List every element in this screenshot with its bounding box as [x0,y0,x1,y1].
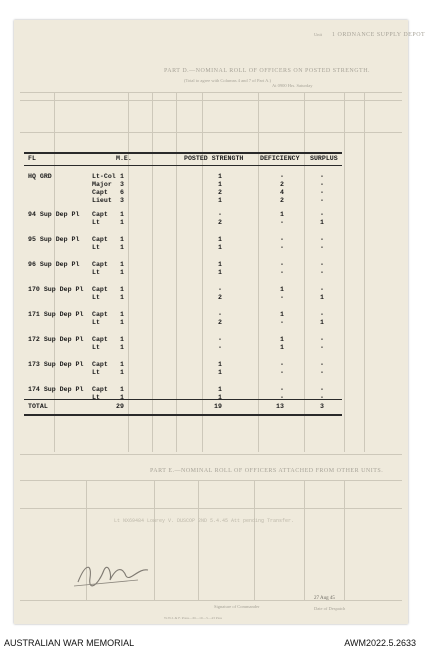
posted-cell: 2 [218,219,222,226]
surplus-cell: 1 [320,219,324,226]
posted-cell: 1 [218,386,222,393]
surplus-cell: - [320,361,324,368]
form-rule [20,600,402,601]
surplus-cell: - [320,173,324,180]
me-cell: 6 [120,189,124,196]
posted-cell: 1 [218,361,222,368]
posted-cell: 2 [218,294,222,301]
date-value: 27 Aug 45 [314,596,335,601]
deficiency-cell: 2 [280,181,284,188]
posted-cell: - [218,311,222,318]
total-surplus: 3 [320,403,324,410]
deficiency-cell: - [280,361,284,368]
rank-cell: Capt [92,336,108,343]
total-me: 29 [116,403,124,410]
deficiency-cell: 2 [280,197,284,204]
posted-cell: 1 [218,261,222,268]
deficiency-cell: - [280,261,284,268]
me-cell: 1 [120,236,124,243]
posted-cell: 1 [218,244,222,251]
form-rule [20,454,402,455]
surplus-cell: - [320,181,324,188]
surplus-cell: - [320,269,324,276]
rank-cell: Capt [92,236,108,243]
me-cell: 1 [120,261,124,268]
unit-label: Unit [314,32,323,37]
total-bottom-rule [24,414,342,416]
rank-cell: Lt [92,369,100,376]
form-col-line [198,480,199,600]
rank-cell: Lt [92,269,100,276]
me-cell: 1 [120,344,124,351]
footer-id: AWM2022.5.2633 [344,638,416,648]
total-top-rule [24,399,342,400]
signature-scribble [68,556,158,592]
part-e-title: PART E.—NOMINAL ROLL OF OFFICERS ATTACHED FROM OTHER UNITS. [150,468,384,474]
posted-cell: 1 [218,197,222,204]
form-col-line [344,480,345,600]
deficiency-cell: 1 [280,336,284,343]
me-cell: 1 [120,369,124,376]
rank-cell: Capt [92,386,108,393]
me-cell: 1 [120,244,124,251]
strength-table [24,152,342,428]
rank-cell: Capt [92,211,108,218]
total-deficiency: 13 [276,403,284,410]
form-col-line [364,92,365,452]
surplus-cell: 1 [320,294,324,301]
me-cell: 1 [120,386,124,393]
surplus-cell: - [320,189,324,196]
total-note: (Total to agree with Columns 4 and 7 of Part A.) [184,78,272,83]
surplus-cell: - [320,311,324,318]
form-col-line [344,92,345,452]
posted-cell: - [218,336,222,343]
printer-imprint: W.W.I. & F. Press—M—10—5—43 Pass [164,616,222,620]
deficiency-cell: - [280,394,284,401]
deficiency-cell: 1 [280,311,284,318]
surplus-cell: - [320,394,324,401]
me-cell: 1 [120,311,124,318]
header-surplus: SURPLUS [310,155,338,162]
deficiency-cell: - [280,269,284,276]
date-label: Date of Despatch [314,606,346,611]
deficiency-cell: - [280,244,284,251]
part-d-title: PART D.—NOMINAL ROLL OF OFFICERS ON POSTED STRENGTH. [164,68,371,74]
me-cell: 1 [120,294,124,301]
posted-cell: 1 [218,369,222,376]
posted-cell: 1 [218,394,222,401]
header-deficiency: DEFICIENCY [260,155,300,162]
archive-footer [0,633,421,653]
form-col-line [254,480,255,600]
rank-cell: Capt [92,361,108,368]
surplus-cell: - [320,286,324,293]
rank-cell: Capt [92,311,108,318]
unit-name: 174 Sup Dep Pl [28,386,84,393]
deficiency-cell: - [280,369,284,376]
rank-cell: Lt [92,244,100,251]
surplus-cell: - [320,344,324,351]
rank-cell: Lt [92,219,100,226]
deficiency-cell: - [280,319,284,326]
surplus-cell: - [320,386,324,393]
posted-cell: 2 [218,189,222,196]
deficiency-cell: 1 [280,344,284,351]
posted-cell: 1 [218,173,222,180]
me-cell: 1 [120,394,124,401]
header-me: M.E. [116,155,132,162]
me-cell: 1 [120,219,124,226]
rank-cell: Lt [92,294,100,301]
unit-name: 172 Sup Dep Pl [28,336,84,343]
unit-name: 171 Sup Dep Pl [28,311,84,318]
footer-source: AUSTRALIAN WAR MEMORIAL [4,638,135,648]
posted-cell: 2 [218,319,222,326]
me-cell: 3 [120,181,124,188]
me-cell: 1 [120,336,124,343]
surplus-cell: - [320,244,324,251]
signature-label: Signature of Commander [214,604,260,609]
form-col-line [304,480,305,600]
rank-cell: Capt [92,189,108,196]
posted-cell: - [218,211,222,218]
unit-name: 1 ORDNANCE SUPPLY DEPOT [332,32,425,38]
unit-name: 95 Sup Dep Pl [28,236,80,243]
deficiency-cell: - [280,236,284,243]
me-cell: 1 [120,286,124,293]
header-fl: FL [28,155,36,162]
rank-cell: Lt [92,344,100,351]
posted-cell: 1 [218,269,222,276]
me-cell: 1 [120,269,124,276]
total-posted: 19 [214,403,222,410]
part-e-entry: Lt NX69484 Lowrey V. DUSCOP 2ND 5.4.45 Att pending Transfer. [114,518,295,524]
deficiency-cell: 4 [280,189,284,196]
unit-name: 170 Sup Dep Pl [28,286,84,293]
me-cell: 3 [120,197,124,204]
rank-cell: Major [92,181,112,188]
rank-cell: Lieut [92,197,112,204]
deficiency-cell: - [280,219,284,226]
me-cell: 1 [120,173,124,180]
posted-cell: 1 [218,181,222,188]
me-cell: 1 [120,319,124,326]
deficiency-cell: - [280,294,284,301]
deficiency-cell: 1 [280,286,284,293]
rank-cell: Lt-Col [92,173,116,180]
surplus-cell: 1 [320,319,324,326]
surplus-cell: - [320,197,324,204]
rank-cell: Capt [92,261,108,268]
surplus-cell: - [320,261,324,268]
me-cell: 1 [120,211,124,218]
me-cell: 1 [120,361,124,368]
rank-cell: Capt [92,286,108,293]
rank-cell: Lt [92,394,100,401]
surplus-cell: - [320,369,324,376]
header-posted: POSTED STRENGTH [184,155,244,162]
surplus-cell: - [320,336,324,343]
header-bottom-rule [24,165,342,166]
rank-cell: Lt [92,319,100,326]
deficiency-cell: 1 [280,211,284,218]
unit-name: 96 Sup Dep Pl [28,261,80,268]
total-label: TOTAL [28,403,48,410]
at-line: At 0900 Hrs. Saturday [272,83,313,88]
unit-name: 173 Sup Dep Pl [28,361,84,368]
posted-cell: 1 [218,236,222,243]
unit-name: HQ GRD [28,173,52,180]
surplus-cell: - [320,211,324,218]
deficiency-cell: - [280,173,284,180]
posted-cell: - [218,344,222,351]
deficiency-cell: - [280,386,284,393]
surplus-cell: - [320,236,324,243]
table-top-rule [24,152,342,154]
unit-name: 94 Sup Dep Pl [28,211,80,218]
posted-cell: - [218,286,222,293]
